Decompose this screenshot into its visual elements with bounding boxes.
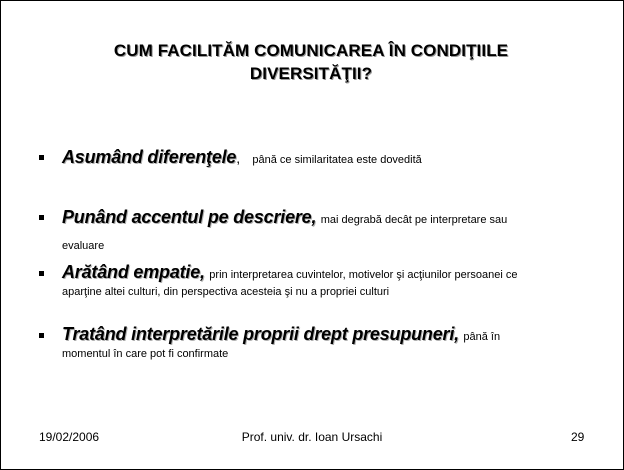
bullet-marker-icon — [39, 215, 44, 220]
bullet-lead: Arătând empatie, — [62, 262, 205, 282]
title-line-2: DIVERSITĂŢII? — [249, 64, 373, 83]
bullet-marker-icon — [39, 155, 44, 160]
bullet-text — [62, 263, 582, 301]
bullet-separator: , — [236, 150, 240, 166]
slide-title — [41, 39, 581, 85]
footer-author: Prof. univ. dr. Ioan Ursachi — [241, 430, 383, 444]
bullet-rest: până ce similaritatea este dovedită — [252, 154, 422, 166]
bullet-lead: Tratând interpretările proprii drept presupuneri, — [62, 324, 459, 344]
footer-page-number: 29 — [571, 430, 585, 444]
bullet-lead: Asumând diferenţele — [62, 147, 237, 167]
bullet-rest: mai degrabă decât pe interpretare sau — [320, 214, 508, 226]
bullet-rest-line2: aparţine altei culturi, din perspectiva acesteia şi nu a propriei culturi — [62, 286, 390, 298]
bullet-text — [62, 147, 582, 170]
bullet-rest-line2: evaluare — [62, 240, 105, 252]
bullet-text — [62, 207, 582, 256]
bullet-rest: până în — [463, 331, 501, 343]
bullet-marker-icon — [39, 333, 44, 338]
bullet-lead: Punând accentul pe descriere, — [62, 207, 317, 227]
bullet-rest-line2: momentul în care pot fi confirmate — [62, 348, 229, 360]
title-line-1: CUM FACILITĂM COMUNICAREA ÎN CONDIŢIILE — [113, 41, 509, 60]
footer-date: 19/02/2006 — [39, 430, 100, 444]
bullet-rest: prin interpretarea cuvintelor, motivelor şi acţiunilor persoanei ce — [209, 269, 518, 281]
bullet-marker-icon — [39, 271, 44, 276]
bullet-text — [62, 325, 582, 363]
